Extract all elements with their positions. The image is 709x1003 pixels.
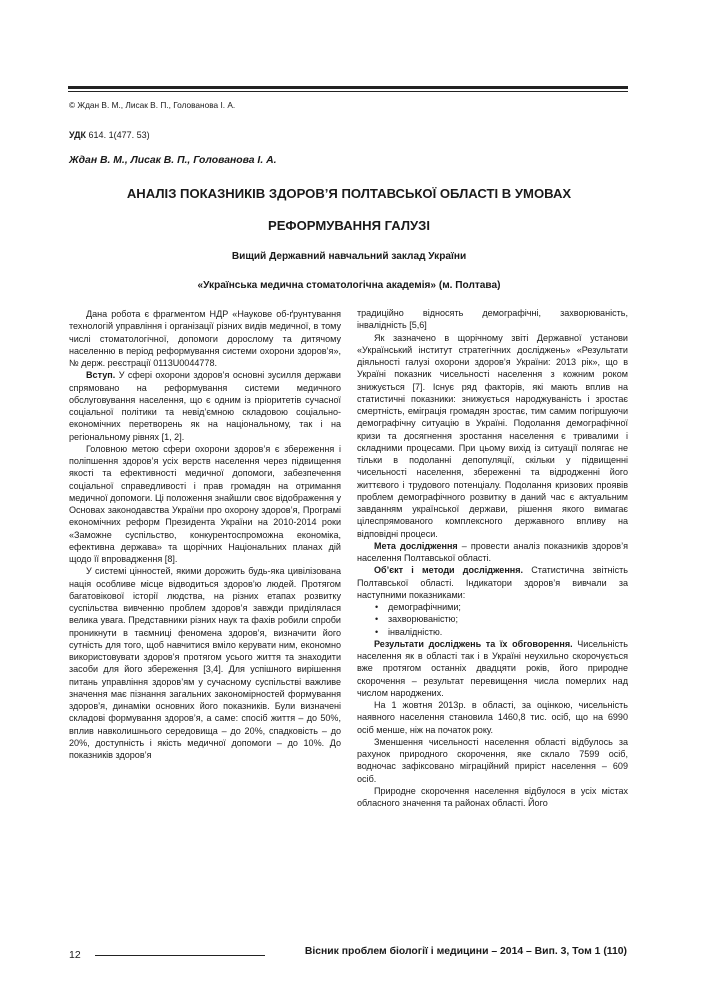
indicator-list xyxy=(357,601,628,638)
list-item: • демографічними; xyxy=(375,601,628,613)
methods-text: Статистична звітність Полтавської області. Індикатори здоров’я вивчали за наступними показниками: xyxy=(357,565,628,600)
page-number: 12 xyxy=(69,949,81,961)
paragraph-funding: Дана робота є фрагментом НДР «Наукове об-ґрунтування технологій управління і організації різних видів медичної, в тому числі стоматологічної, допомоги дорослому та дитячому населенню в період реформування системи охорони здоров’я», № держ. реєстрації 0113U0044778. xyxy=(69,309,341,368)
institution-line-1: Вищий Державний навчальний заклад України xyxy=(231,251,467,262)
right-column xyxy=(357,307,628,809)
paragraph-values: У системі цінностей, якими дорожить будь-яка цивілізована нація особливе місце відводиться здоров’ю людей. Протягом багатовікової історії людства, на різних етапах розвитку суспільства вивченню проблем здоров’я завжди приділялася велика увага. Представники різних наук та фахів робили спроби проникнути в таємниці феномена здоров’я, визначити його сутність для того, щоб навчитися вміло керувати ним, економно використовувати здоров’я протягом усього життя та знаходити засоби для його збереження [3,4]. Для успішного вирішення питань управління здоров’ям у сучасному суспільстві важливе значення має пізнання загальних закономірностей формування здоров’я, динаміки основних його показників. Були визначені складові формування здоров’я, а саме: спосіб життя – до 50%, вплив навколишнього середовища – до 20%, спадковість – до 20%, доступність і якість медичної допомоги – до 10%. До показників здоров’я xyxy=(69,566,341,760)
udc-label: УДК xyxy=(69,130,87,140)
paragraph-population-estimate: На 1 жовтня 2013р. в області, за оцінкою, чисельність наявного населення становила 1460,8 тис. осіб, що на 6990 осіб менше, ніж на початок року. xyxy=(357,700,628,735)
paragraph-main-goal: Головною метою сфери охорони здоров’я є збереження і поліпшення здоров’я усіх верств населення через підвищення якості та ефективності медичної допомоги, забезпечення соціальної справедливості і прав громадян на отримання медичної допомоги. Ці положення знайшли своє відображення у Основах законодавства України про охорону здоров’я, Програмі економічних реформ Президента України на 2010-2014 роки «Заможне суспільство, конкурентоспроможна економіка, ефективна держава» та щорічних Національних планах дій щодо її впровадження [8]. xyxy=(69,443,341,564)
heading-introduction: Вступ. xyxy=(86,370,116,381)
list-item: • інвалідністю. xyxy=(375,626,628,638)
paragraph-continuation: традиційно відносять демографічні, захворюваність, інвалідність [5,6] xyxy=(357,308,628,331)
heading-aim: Мета дослідження xyxy=(374,540,458,551)
introduction-text: У сфері охорони здоров’я основні зусилля держави спрямовано на реформування системи медичного обслуговування населення, що є одним із пріоритетів сучасної соціальної політики та невід’ємною складовою соціально-економічних перетворень як на національному, так і на регіональному рівнях [1, 2]. xyxy=(69,370,341,442)
heading-results: Результати досліджень та їх обговорення. xyxy=(374,638,573,649)
paragraph-annual-report: Як зазначено в щорічному звіті Державної установи «Український інститут стратегічних досліджень» «Результати діяльності галузі охорони здоров’я України: 2013 рік», що в Україні показник чисельності населення з кожним роком знижується [7]. Існує ряд факторів, які мають вплив на статистичні показники: знижується народжуваність і зростає смертність, еміграція громадян зростає, тим самим погіршуючи демографічну ситуацію в Україні. Подолання демографічної кризи та досягнення зростання населення є тривалими і складними процесами. При цьому вихід із ситуації полягає не тільки в подоланні депопуляції, скільки у підвищенні чисельності населення, збереженні та відродженні його життєвого і трудового потенціалу. Подолання кризових проявів проблем демографічного розвитку в даний час є актуальним завданням української держави, рішення якого вимагає цілеспрямованого комплексного державного впливу на відповідні процеси. xyxy=(357,332,628,539)
udc-value: 614. 1(477. 53) xyxy=(86,130,150,140)
paragraph-introduction xyxy=(69,369,341,443)
institution-line-2: «Українська медична стоматологічна академія» (м. Полтава) xyxy=(197,280,501,291)
header-rule-thick xyxy=(68,86,628,89)
paragraph-results xyxy=(357,638,628,699)
footer-rule xyxy=(95,955,265,956)
list-item: • захворюваністю; xyxy=(375,613,628,625)
heading-methods: Об’єкт і методи дослідження. xyxy=(374,565,524,576)
header-rule-thin xyxy=(68,91,628,92)
aim-text: – провести аналіз показників здоров’я населення Полтавської області. xyxy=(357,540,628,563)
udc-line xyxy=(69,129,150,141)
article-title-line-2: РЕФОРМУВАННЯ ГАЛУЗІ xyxy=(267,218,431,233)
left-column xyxy=(69,308,341,761)
paragraph-population-decrease: Зменшення чисельності населення області відбулось за рахунок природного скорочення, яке склало 7599 осіб, водночас зафіксовано міграційний приріст населення – 609 осіб. xyxy=(357,736,628,784)
paragraph-methods xyxy=(357,564,628,601)
paragraph-aim xyxy=(357,540,628,565)
results-text: Чисельність населення як в області так і в Україні неухильно скорочується вже протягом останніх двадцяти років, його природне скорочення – результат перевищення числа померлих над числом народжених. xyxy=(357,638,628,698)
paragraph-natural-decrease: Природне скорочення населення відбулося в усіх містах обласного значення та районах області. Його xyxy=(357,785,628,808)
authors-line: Ждан В. М., Лисак В. П., Голованова І. А. xyxy=(69,155,277,166)
journal-footer: Вісник проблем біології і медицини – 2014 – Вип. 3, Том 1 (110) xyxy=(304,946,627,957)
article-title-line-1: АНАЛІЗ ПОКАЗНИКІВ ЗДОРОВ’Я ПОЛТАВСЬКОЇ ОБЛАСТІ В УМОВАХ xyxy=(126,186,572,201)
copyright-line: © Ждан В. М., Лисак В. П., Голованова І. А. xyxy=(69,100,236,110)
